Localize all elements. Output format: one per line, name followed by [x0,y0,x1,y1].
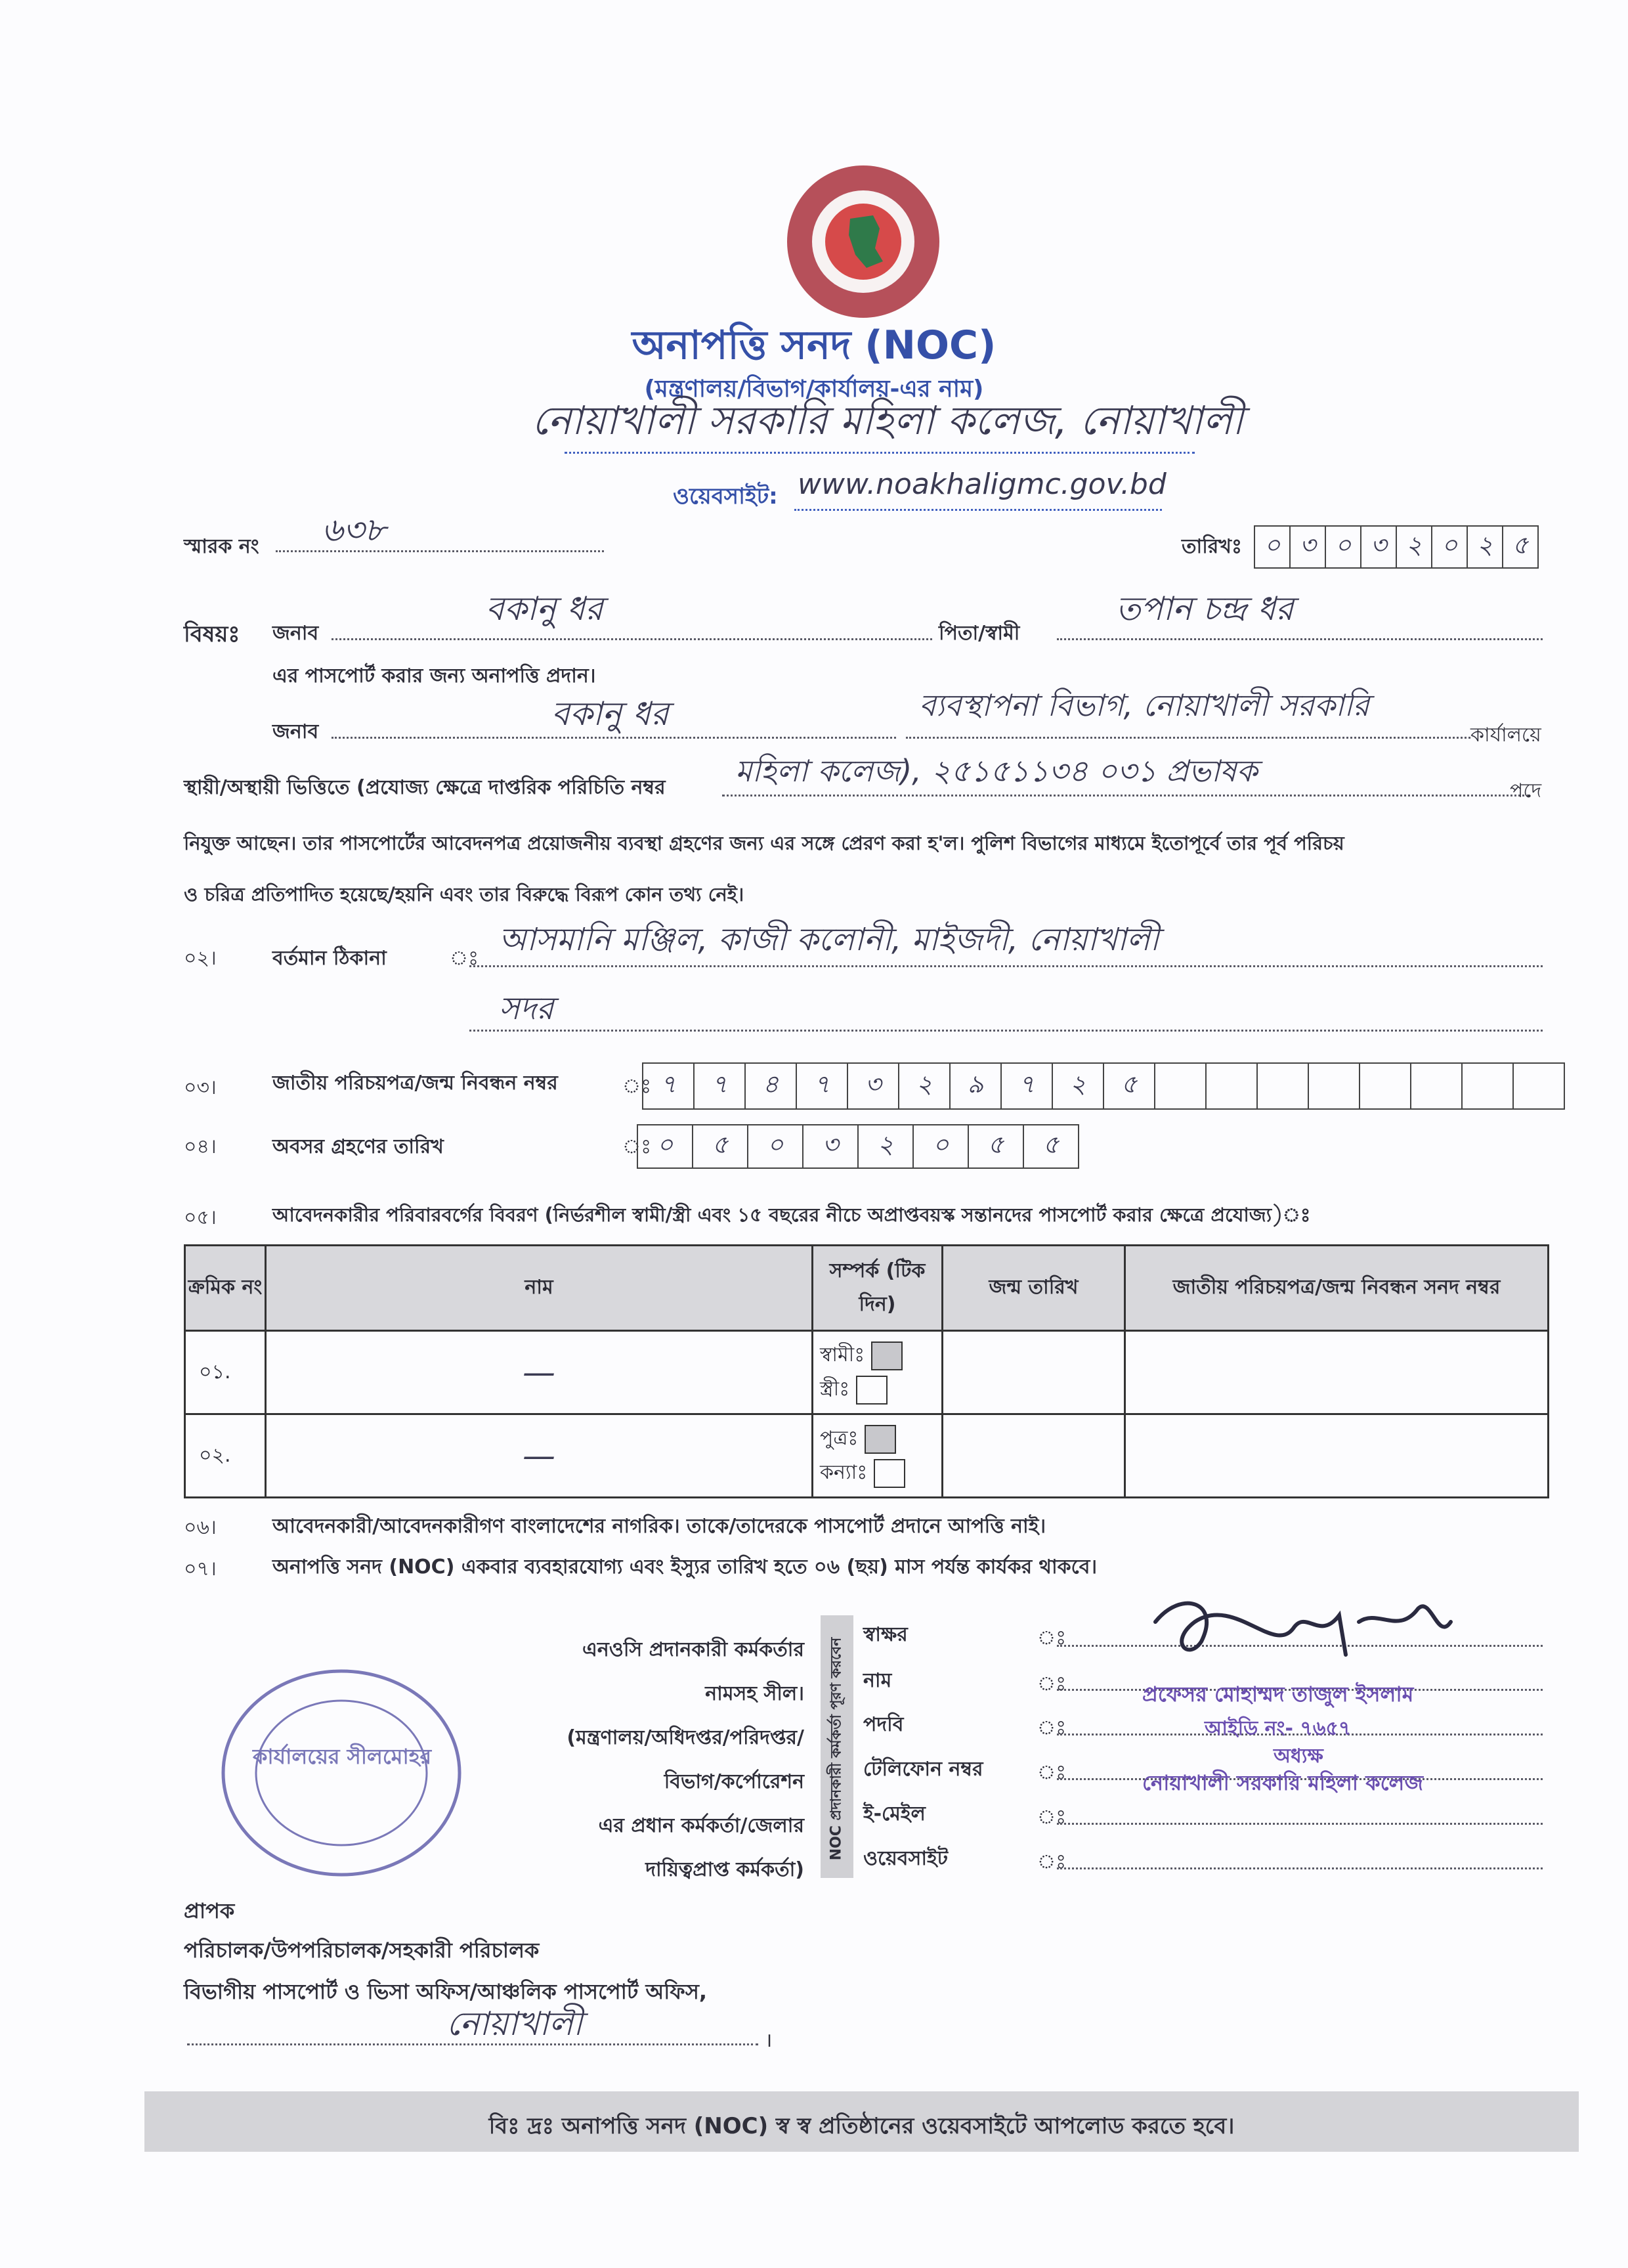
date-digit-box: ২ [1468,527,1503,567]
row-nid [1125,1414,1549,1498]
body-mr: জনাব [272,720,319,743]
col-header-relation: সম্পর্ক (টিক দিন) [813,1246,943,1331]
col-header-name: নাম [266,1246,813,1331]
nid-digit-box [1514,1064,1564,1108]
field-name: নাম [863,1669,892,1692]
relation-son-label: পুত্রঃ [820,1427,859,1450]
body-paragraph-1: নিযুক্ত আছেন। তার পাসপোর্টের আবেদনপত্র প্রয়োজনীয় ব্যবস্থা গ্রহণের জন্য এর সঙ্গে প্রেরণ করা হ'ল। পুলিশ বিভাগের মাধ্যমে ইতোপূর্বে তার পূর্ব পরিচয় [184,832,1344,854]
nid-digit-box [1360,1064,1411,1108]
wife-checkbox[interactable] [856,1376,888,1405]
recipient-city: নোয়াখালী [446,2005,583,2043]
retire-digit-box: ২ [859,1125,914,1167]
website-value: www.noakhaligmc.gov.bd [798,468,1167,501]
nid-digit-box: ৩ [848,1064,899,1108]
subject-label: বিষয়ঃ [184,621,240,647]
department-underline [906,737,1470,739]
recipient-end: । [765,2029,773,2052]
department-name: ব্যবস্থাপনা বিভাগ, নোয়াখালী সরকারি [919,687,1369,723]
date-label: তারিখঃ [1182,535,1242,558]
officer-signature [1142,1582,1457,1681]
recipient-city-line [187,2043,758,2045]
daughter-checkbox[interactable] [874,1459,905,1488]
col-header-nid: জাতীয় পরিচয়পত্র/জন্ম নিবন্ধন সনদ নম্বর [1125,1246,1549,1331]
address-line-2: সদর [499,990,554,1027]
retire-digit-box: ৫ [693,1125,748,1167]
nid-digit-box [1155,1064,1207,1108]
row-name: — [266,1331,813,1414]
row-dob [943,1414,1125,1498]
col-header-dob: জন্ম তারিখ [943,1246,1125,1331]
row-relation [813,1331,943,1414]
col-header-serial: ক্রমিক নং [185,1246,266,1331]
row-relation [813,1414,943,1498]
seal-text: কার্যালয়ের সীলমোহর [253,1744,432,1769]
address-colon: ঃ [450,947,479,970]
nid-digit-box: ৫ [1104,1064,1155,1108]
nid-label: জাতীয় পরিচয়পত্র/জন্ম নিবন্ধন নম্বর [272,1072,558,1095]
stamp-officer-name: প্রফেসর মোহাম্মদ তাজুল ইসলাম [1142,1682,1414,1707]
subject-name-underline [332,638,932,640]
body-name-underline [332,737,896,739]
recipient-label: প্রাপক [184,1898,235,1923]
row-dob [943,1331,1125,1414]
address-underline-2 [469,1030,1543,1032]
clause-6-num: ০৬। [184,1516,217,1539]
retire-digit-box: ০ [638,1125,693,1167]
page-title: অনাপত্তি সনদ (NOC) [632,322,996,368]
officer-left-3: (মন্ত্রণালয়/অধিদপ্তর/পরিদপ্তর/ [567,1726,804,1749]
permanent-basis-text: স্থায়ী/অস্থায়ী ভিত্তিতে (প্রযোজ্য ক্ষেত্রে দাপ্তরিক পরিচিতি নম্বর [184,776,666,799]
stamp-officer-org: নোয়াখালী সরকারি মহিলা কলেজ [1142,1770,1423,1795]
designation-underline [722,795,1530,796]
row-name: — [266,1414,813,1498]
nid-digit-box: ৪ [746,1064,797,1108]
office-suffix: কার্যালয়ে [1470,724,1541,747]
row-serial: ০১. [185,1331,266,1414]
colon-1: ঃ [1037,1626,1067,1649]
clause-6-text: আবেদনকারী/আবেদনকারীগণ বাংলাদেশের নাগরিক। তাকে/তাদেরকে পাসপোর্ট প্রদানে আপত্তি নাই। [272,1515,1046,1538]
officer-left-2: নামসহ সীল। [705,1682,804,1705]
address-label: বর্তমান ঠিকানা [272,947,387,970]
officer-left-4: বিভাগ/কর্পোরেশন [664,1770,804,1793]
clause-7-text: অনাপত্তি সনদ (NOC) একবার ব্যবহারযোগ্য এবং ইস্যুর তারিখ হতে ০৬ (ছয়) মাস পর্যন্ত কার্যকর থাকবে। [272,1556,1098,1579]
retire-digit-box: ৩ [803,1125,859,1167]
address-num: ০২। [184,947,217,970]
noc-vertical-bar [821,1615,853,1878]
colon-4: ঃ [1037,1761,1067,1784]
retire-label: অবসর গ্রহণের তারিখ [272,1135,444,1158]
table-row [185,1414,1549,1498]
colon-3: ঃ [1037,1716,1067,1739]
father-name: তপান চন্দ্র ধর [1116,590,1294,628]
nid-num: ০৩। [184,1076,217,1099]
stamp-officer-title: অধ্যক্ষ [1274,1745,1323,1768]
row-serial: ০২. [185,1414,266,1498]
date-boxes [1254,525,1539,569]
date-digit-box: ০ [1255,527,1291,567]
relation-husband-label: স্বামীঃ [820,1343,865,1366]
page-subtitle: (মন্ত্রণালয়/বিভাগ/কার্যালয়-এর নাম) [644,376,984,403]
retire-colon: ঃ [622,1135,652,1158]
retire-digit-box: ০ [914,1125,969,1167]
field-signature: স্বাক্ষর [863,1623,908,1646]
relation-daughter-label: কন্যাঃ [820,1461,868,1484]
address-underline-1 [469,965,1543,967]
nid-boxes [642,1062,1565,1110]
stamp-officer-id: আইডি নং- ৭৬৫৭ [1205,1717,1352,1740]
organization-name: নোয়াখালী সরকারি মহিলা কলেজ, নোয়াখালী [532,398,1244,444]
officer-left-6: দায়িত্বপ্রাপ্ত কর্মকর্তা) [645,1858,804,1881]
nid-digit-box [1411,1064,1463,1108]
date-digit-box: ০ [1432,527,1468,567]
husband-checkbox[interactable] [871,1341,903,1370]
recipient-line-2: বিভাগীয় পাসপোর্ট ও ভিসা অফিস/আঞ্চলিক পাসপোর্ট অফিস, [184,1979,708,2004]
memo-number: ৬৩৮ [322,511,386,549]
date-digit-box: ৩ [1361,527,1397,567]
nid-digit-box: ২ [899,1064,951,1108]
retire-boxes [637,1124,1079,1169]
subject-applicant-name: বকানু ধর [486,590,603,628]
family-table [184,1244,1549,1498]
father-label: পিতা/স্বামী [939,622,1020,645]
retire-digit-box: ৫ [969,1125,1024,1167]
row-nid [1125,1331,1549,1414]
subject-mr: জনাব [272,622,319,645]
memo-underline [276,550,604,552]
nid-digit-box: ৭ [695,1064,746,1108]
subject-line2: এর পাসপোর্ট করার জন্য অনাপত্তি প্রদান। [272,665,596,687]
nid-digit-box: ৭ [797,1064,848,1108]
memo-label: স্মারক নং [184,535,259,558]
field-designation: পদবি [863,1713,904,1736]
father-underline [1057,638,1543,640]
retire-num: ০৪। [184,1135,217,1158]
recipient-line-1: পরিচালক/উপপরিচালক/সহকারী পরিচালক [184,1938,540,1963]
nid-digit-box: ৭ [643,1064,695,1108]
date-digit-box: ৩ [1291,527,1326,567]
website-label: ওয়েবসাইট: [673,483,778,510]
colon-2: ঃ [1037,1672,1067,1695]
officer-left-1: এনওসি প্রদানকারী কর্মকর্তার [582,1638,804,1661]
officer-left-5: এর প্রধান কর্মকর্তা/জেলার [598,1814,804,1837]
clause-7-num: ০৭। [184,1558,217,1581]
date-digit-box: ২ [1397,527,1432,567]
family-num: ০৫। [184,1206,217,1229]
nid-digit-box [1309,1064,1360,1108]
email-line [1057,1823,1543,1825]
son-checkbox[interactable] [865,1425,896,1454]
nid-digit-box: ৯ [951,1064,1002,1108]
nid-digit-box [1463,1064,1514,1108]
body-paragraph-2: ও চরিত্র প্রতিপাদিত হয়েছে/হয়নি এবং তার বিরুদ্ধে বিরূপ কোন তথ্য নেই। [184,883,744,905]
retire-digit-box: ৫ [1042,1130,1060,1159]
date-digit-box: ৫ [1512,531,1529,559]
government-seal-logo [784,163,942,320]
colon-5: ঃ [1037,1806,1067,1829]
field-telephone: টেলিফোন নম্বর [863,1758,983,1781]
noc-vertical-text: NOC প্রদানকারী কর্মকর্তা পূরণ করবেন [828,1637,845,1861]
nid-digit-box: ৭ [1002,1064,1053,1108]
table-row [185,1331,1549,1414]
retire-digit-box: ০ [748,1125,803,1167]
address-line-1: আসমানি মঞ্জিল, কাজী কলোনী, মাইজদী, নোয়াখালী [499,921,1159,958]
website-underline [794,509,1162,511]
organization-underline [565,452,1195,454]
post-suffix: পদে [1510,779,1542,802]
field-email: ই-মেইল [863,1802,926,1825]
family-label: আবেদনকারীর পরিবারবর্গের বিবরণ (নির্ভরশীল স্বামী/স্ত্রী এবং ১৫ বছরের নীচে অপ্রাপ্তবয়স্ক সন্তানদের পাসপোর্ট করার ক্ষেত্রে প্রযোজ্য)ঃ [272,1204,1311,1226]
body-applicant-name: বকানু ধর [551,695,669,733]
nid-digit-box: ২ [1053,1064,1104,1108]
nid-colon: ঃ [622,1075,652,1098]
nid-digit-box [1258,1064,1309,1108]
date-digit-box: ০ [1326,527,1361,567]
colon-6: ঃ [1037,1850,1067,1873]
field-website: ওয়েবসাইট [863,1847,948,1870]
relation-wife-label: স্ত্রীঃ [820,1378,850,1401]
website-line [1057,1867,1543,1869]
footer-note: বিঃ দ্রঃ অনাপত্তি সনদ (NOC) স্ব স্ব প্রতিষ্ঠানের ওয়েবসাইটে আপলোড করতে হবে। [488,2113,1235,2139]
official-id-designation: মহিলা কলেজ), ২৫১৫১১৩৪ ০৩১ প্রভাষক [735,753,1258,789]
nid-digit-box [1207,1064,1258,1108]
